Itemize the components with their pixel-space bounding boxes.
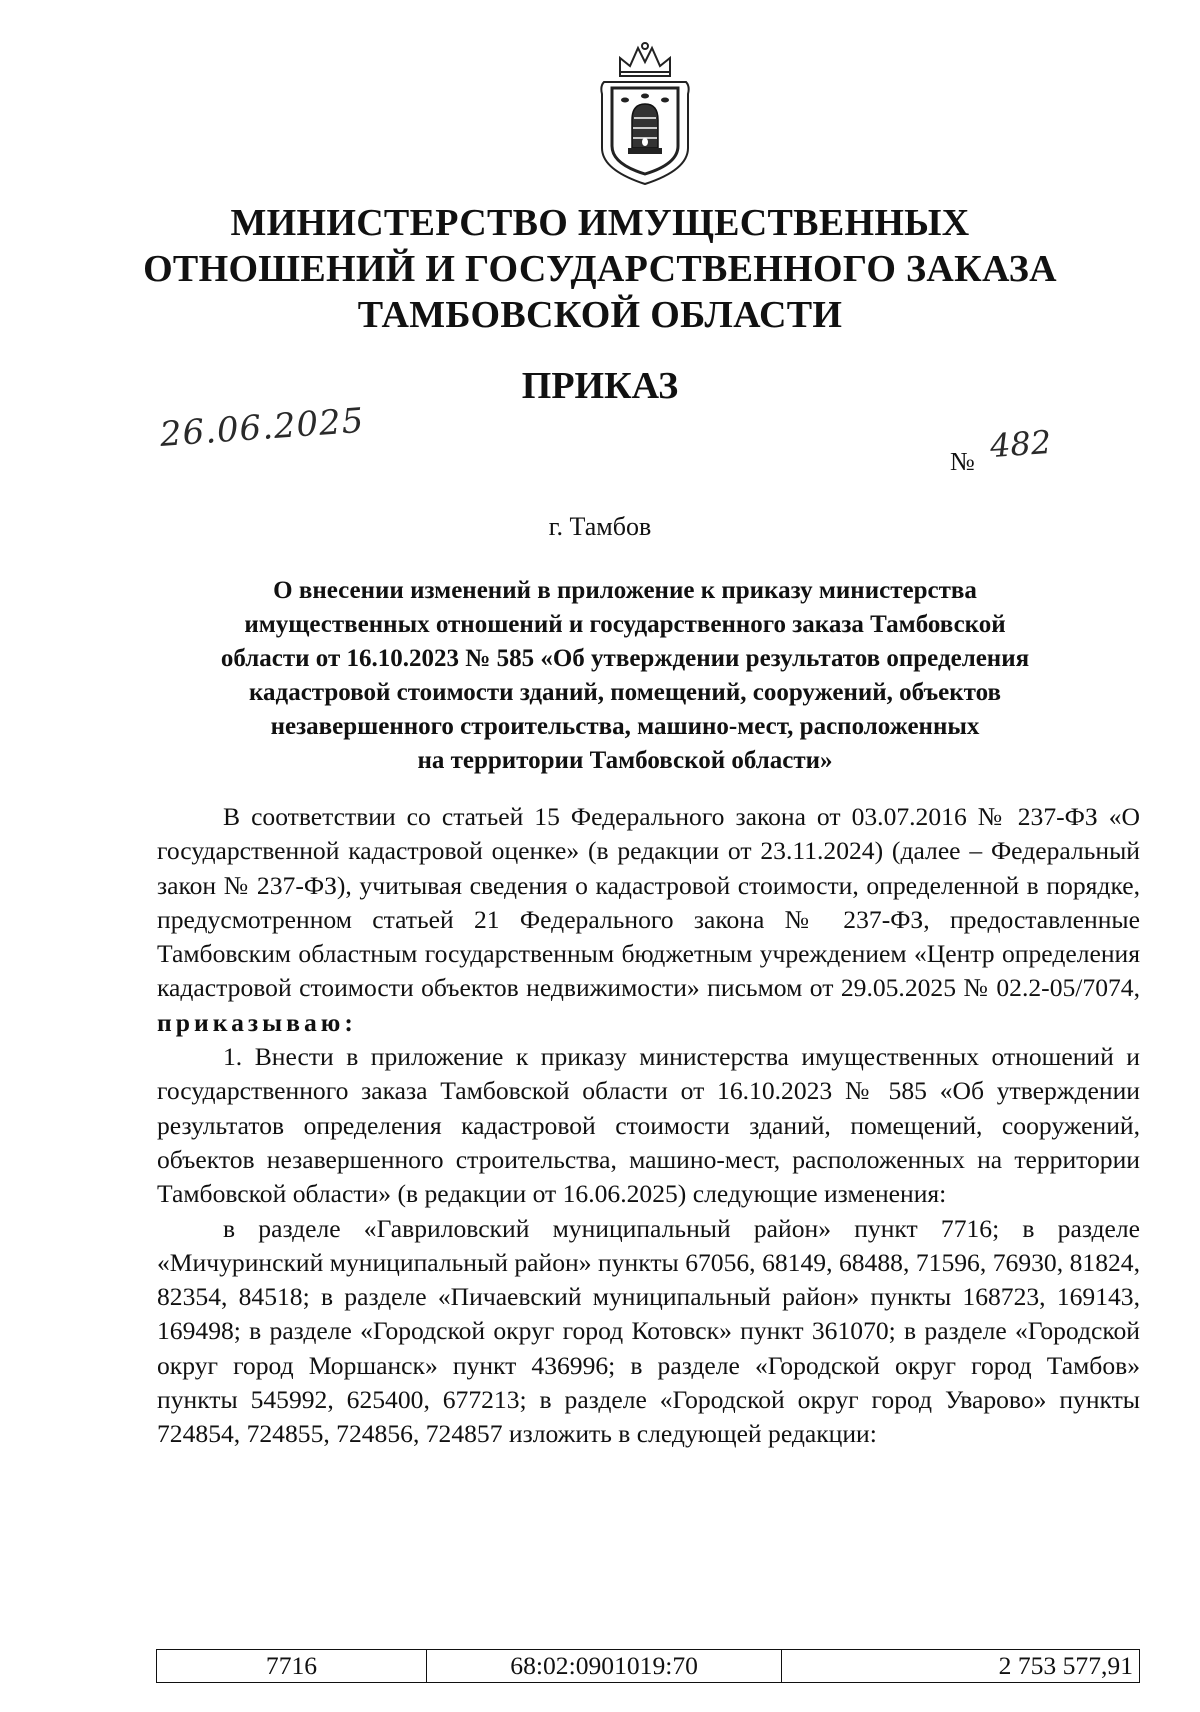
handwritten-date: 26.06.2025 [158,400,366,455]
item-number-cell: 7716 [157,1650,427,1683]
order-body [157,800,1140,1452]
subject-line-4: кадастровой стоимости зданий, помещений, сооружений, объектов [249,679,1001,706]
ministry-name-line-1: МИНИСТЕРСТВО ИМУЩЕСТВЕННЫХ [230,202,970,244]
subject-line-1: О внесении изменений в приложение к приказу министерства [273,577,977,604]
order-verb: приказываю: [157,1007,357,1037]
sections-list-paragraph: в разделе «Гавриловский муниципальный район» пункт 7716; в разделе «Мичуринский муниципальный район» пункты 67056, 68149, 68488, 71596, 76930, 81824, 82354, 84518; в разделе «Пичаевский муниципальный район» пункты 168723, 169143, 169498; в разделе «Городской округ город Котовск» пункт 361070; в разделе «Городской округ город Моршанск» пункт 436996; в разделе «Городской округ город Тамбов» пункты 545992, 625400, 677213; в разделе «Городской округ город Уварово» пункты 724854, 724855, 724856, 724857 изложить в следующей редакции: [157,1213,1140,1449]
document-type-title: ПРИКАЗ [521,365,679,407]
amendments-table [156,1649,1140,1683]
amendments-table-body [157,1650,1140,1683]
city-line: г. Тамбов [548,512,652,541]
number-sign: № [950,447,975,476]
cadastral-number-cell: 68:02:0901019:70 [427,1650,782,1683]
ministry-name-line-3: ТАМБОВСКОЙ ОБЛАСТИ [357,294,843,336]
ministry-name-line-2: ОТНОШЕНИЙ И ГОСУДАРСТВЕННОГО ЗАКАЗА [143,248,1057,290]
order-subject [150,574,1100,778]
clause-1-paragraph: 1. Внести в приложение к приказу министерства имущественных отношений и государственного заказа Тамбовской области от 16.10.2023 № 585 «Об утверждении результатов определения кадастровой стоимости зданий, помещений, сооружений, объектов незавершенного строительства, машино-мест, расположенных на территории Тамбовской области» (в редакции от 16.06.2025) следующие изменения: [157,1042,1140,1209]
preamble-paragraph [157,800,1140,1040]
table-row [157,1650,1140,1683]
subject-line-2: имущественных отношений и государственного заказа Тамбовской [244,611,1006,638]
coat-of-arms-icon [590,38,700,188]
cadastral-value-cell: 2 753 577,91 [782,1650,1140,1683]
preamble-text: В соответствии со статьей 15 Федерального закона от 03.07.2016 № 237-ФЗ «О государственной кадастровой оценке» (в редакции от 23.11.2024) (далее – Федеральный закон № 237-ФЗ), учитывая сведения о кадастровой стоимости, определенной в порядке, предусмотренном статьей 21 Федерального закона № 237-ФЗ, предоставленные Тамбовским областным государственным бюджетным учреждением «Центр определения кадастровой стоимости объектов недвижимости» письмом от 29.05.2025 № 02.2-05/7074, [157,802,1140,1003]
ministry-name [120,200,1080,338]
handwritten-order-number: 482 [988,422,1053,466]
subject-line-5: незавершенного строительства, машино-мест, расположенных [270,713,980,740]
subject-line-3: области от 16.10.2023 № 585 «Об утверждении результатов определения [220,645,1030,672]
subject-line-6: на территории Тамбовской области» [417,747,833,774]
